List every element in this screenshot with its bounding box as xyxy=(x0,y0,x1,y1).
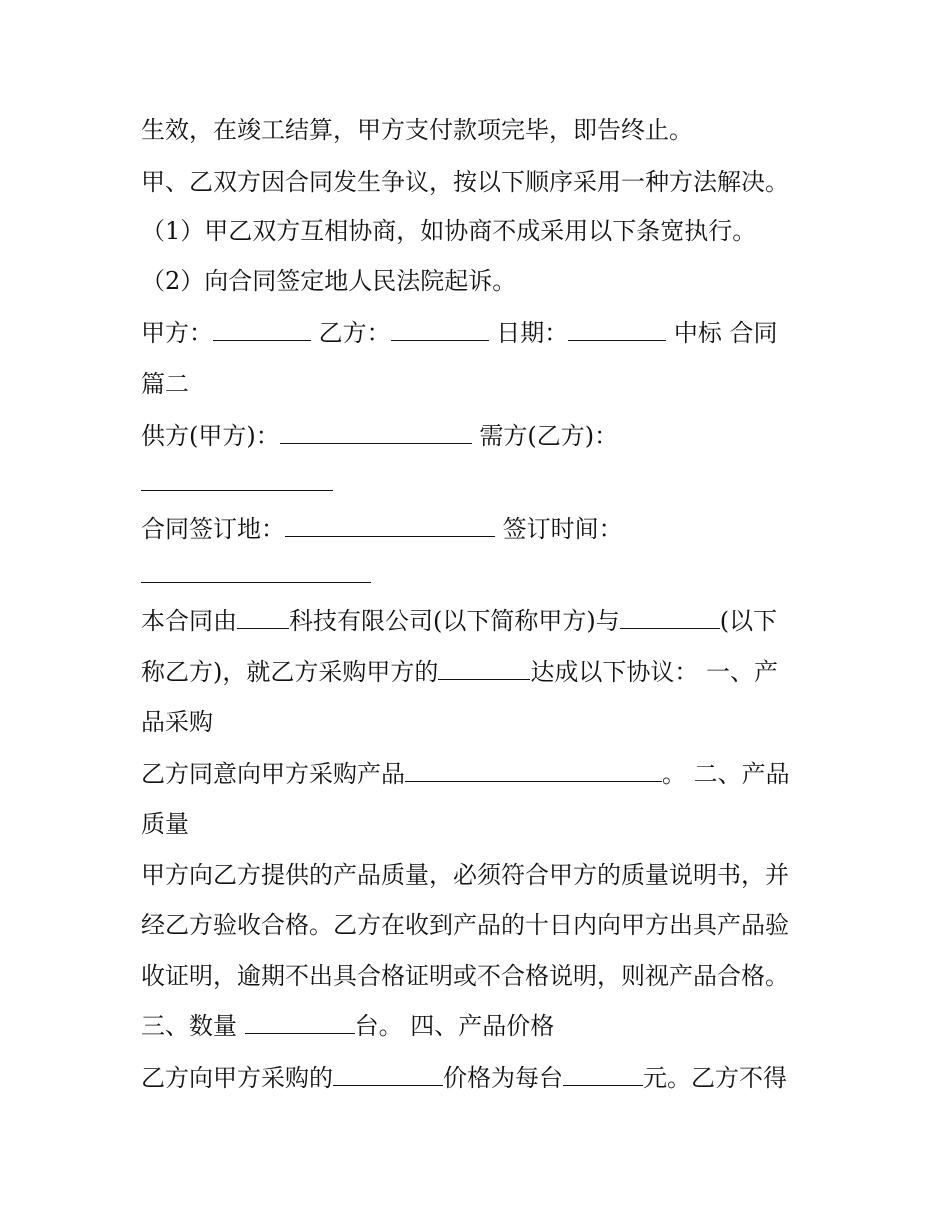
blank-field xyxy=(285,514,495,537)
text-line xyxy=(141,167,789,197)
text: 篇二 xyxy=(141,370,189,398)
text-line xyxy=(141,606,777,636)
blank-field xyxy=(620,606,720,629)
blank-field xyxy=(141,468,333,491)
text: 甲方向乙方提供的产品质量，必须符合甲方的质量说明书，并 xyxy=(141,861,789,889)
blank-field xyxy=(280,421,472,444)
text: 三、数量 xyxy=(141,1012,245,1040)
text-line xyxy=(141,961,789,991)
blank-field xyxy=(245,1011,355,1034)
blank-field xyxy=(568,318,666,341)
text-line xyxy=(141,657,778,687)
place-line xyxy=(141,514,623,544)
text: 甲、乙双方因合同发生争议，按以下顺序采用一种方法解决。 xyxy=(141,168,789,196)
text: 达成以下协议： 一、产 xyxy=(530,658,779,686)
text: 。 二、产品 xyxy=(662,760,790,788)
buyer-label: 需方(乙方)： xyxy=(479,422,619,450)
text: 本合同由 xyxy=(141,607,237,635)
parties-line xyxy=(141,421,618,451)
blank-field xyxy=(237,606,289,629)
text-line xyxy=(141,707,213,737)
text: 生效，在竣工结算，甲方支付款项完毕，即告终止。 xyxy=(141,116,693,144)
blank-field xyxy=(391,318,489,341)
blank-field xyxy=(563,1063,643,1086)
text: 台。 四、产品价格 xyxy=(354,1012,555,1040)
text: 乙方向甲方采购的 xyxy=(141,1064,333,1092)
supplier-label: 供方(甲方)： xyxy=(141,422,280,450)
text-line xyxy=(141,809,189,839)
blank-field xyxy=(213,318,311,341)
text: 中标 合同 xyxy=(673,319,778,347)
text: 称乙方)，就乙方采购甲方的 xyxy=(141,658,439,686)
party-a-label: 甲方： xyxy=(141,319,213,347)
text: 价格为每台 xyxy=(443,1064,563,1092)
text: （2）向合同签定地人民法院起诉。 xyxy=(141,267,517,295)
text: 品采购 xyxy=(141,708,213,736)
text-line xyxy=(141,860,789,890)
text-line xyxy=(141,1011,554,1041)
text-line xyxy=(141,759,790,789)
blank-line xyxy=(141,560,371,590)
text: （1）甲乙双方互相协商，如协商不成采用以下条宽执行。 xyxy=(141,217,757,245)
blank-field xyxy=(333,1063,443,1086)
text-line xyxy=(141,910,789,940)
time-label: 签订时间： xyxy=(502,515,623,543)
text: 质量 xyxy=(141,810,189,838)
blank-field xyxy=(405,759,662,782)
text: 元。乙方不得 xyxy=(643,1064,787,1092)
text: 收证明，逾期不出具合格证明或不合格说明，则视产品合格。 xyxy=(141,962,789,990)
text-line xyxy=(141,266,516,296)
signature-line xyxy=(141,318,778,348)
text-line xyxy=(141,1063,787,1093)
blank-field xyxy=(438,657,530,680)
text-line xyxy=(141,216,756,246)
blank-line xyxy=(141,468,333,498)
text: 乙方同意向甲方采购产品 xyxy=(141,760,405,788)
date-label: 日期： xyxy=(496,319,569,347)
text-line xyxy=(141,115,693,145)
text: (以下 xyxy=(719,607,778,635)
text: 科技有限公司(以下简称甲方)与 xyxy=(289,607,620,635)
place-label: 合同签订地： xyxy=(141,515,285,543)
text: 经乙方验收合格。乙方在收到产品的十日内向甲方出具产品验 xyxy=(141,911,789,939)
blank-field xyxy=(141,560,371,583)
party-b-label: 乙方： xyxy=(318,319,391,347)
section-title xyxy=(141,369,189,399)
